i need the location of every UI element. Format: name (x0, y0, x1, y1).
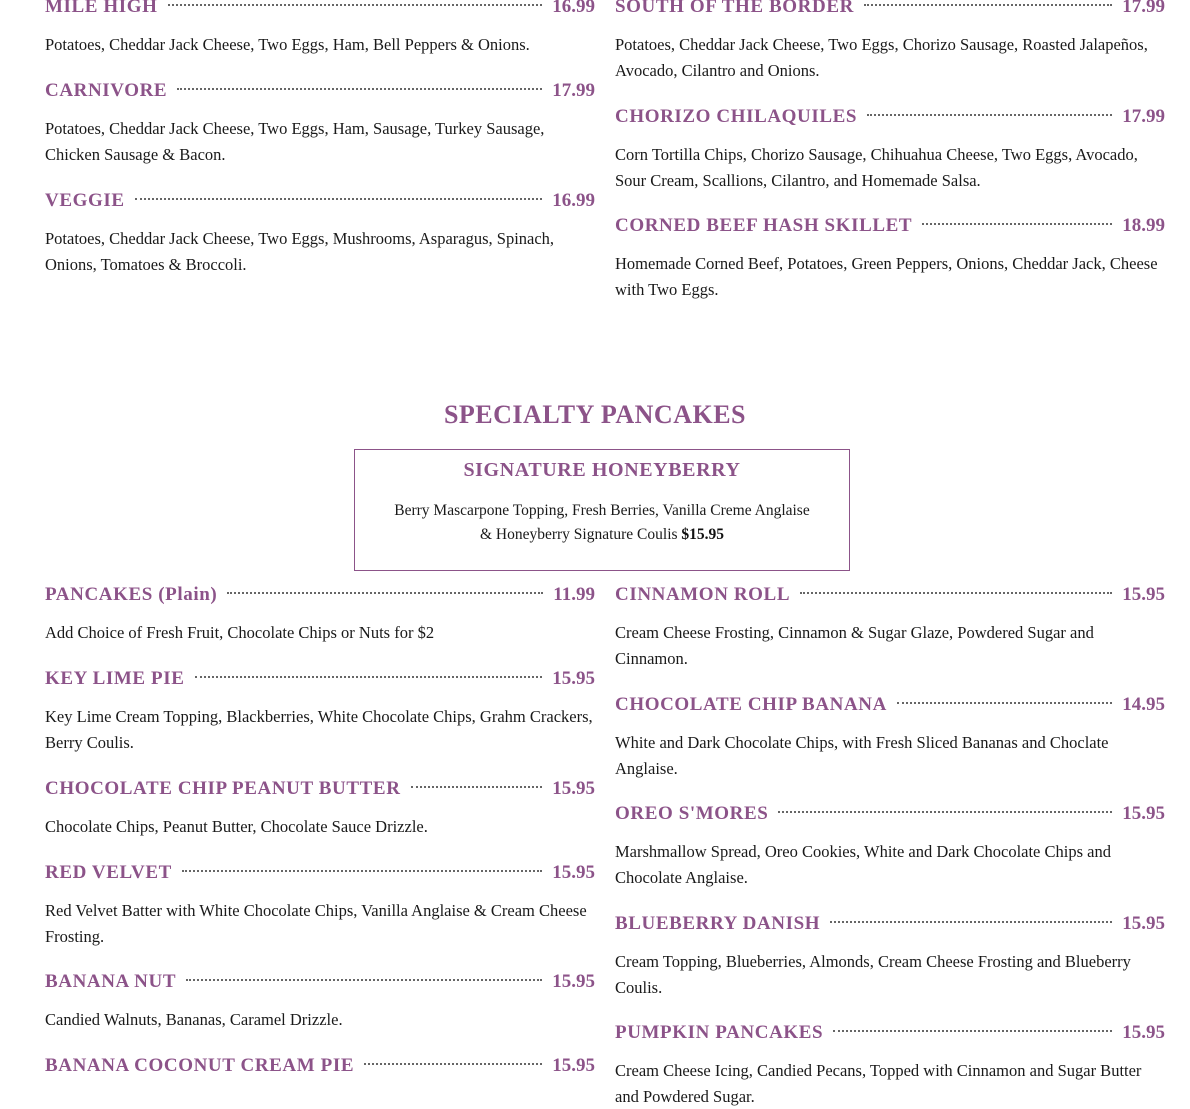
item-name: PANCAKES (Plain) (45, 584, 218, 605)
item-description: Cream Topping, Blueberries, Almonds, Cream Cheese Frosting and Blueberry Coulis. (615, 952, 1131, 997)
item-name: CHOCOLATE CHIP BANANA (615, 694, 887, 715)
item-description: Candied Walnuts, Bananas, Caramel Drizzle. (45, 1010, 343, 1029)
item-description: Homemade Corned Beef, Potatoes, Green Peppers, Onions, Cheddar Jack, Cheese with Two Eggs. (615, 254, 1158, 299)
signature-box (354, 449, 850, 571)
item-price: 15.95 (552, 862, 595, 883)
item-price: 15.95 (1122, 913, 1165, 934)
leader-dots (833, 1030, 1112, 1032)
item-description: Add Choice of Fresh Fruit, Chocolate Chips or Nuts for $2 (45, 623, 435, 642)
item-price: 17.99 (1122, 106, 1165, 127)
menu-item (615, 584, 1165, 671)
leader-dots (411, 786, 543, 788)
leader-dots (364, 1063, 542, 1065)
item-name: BLUEBERRY DANISH (615, 913, 821, 934)
leader-dots (830, 921, 1112, 923)
leader-dots (195, 676, 543, 678)
leader-dots (227, 592, 543, 594)
item-name: CARNIVORE (45, 80, 168, 101)
item-description: Marshmallow Spread, Oreo Cookies, White and Dark Chocolate Chips and Chocolate Anglaise. (615, 842, 1111, 887)
leader-dots (168, 4, 543, 6)
item-description: Chocolate Chips, Peanut Butter, Chocolate Sauce Drizzle. (45, 817, 428, 836)
item-name: BANANA NUT (45, 971, 177, 992)
leader-dots (867, 114, 1112, 116)
item-name: CHORIZO CHILAQUILES (615, 106, 858, 127)
item-description: Key Lime Cream Topping, Blackberries, White Chocolate Chips, Grahm Crackers, Berry Coulis. (45, 707, 593, 752)
item-name: BANANA COCONUT CREAM PIE (45, 1055, 355, 1076)
menu-item (615, 106, 1165, 193)
item-price: 14.95 (1122, 694, 1165, 715)
item-name: CORNED BEEF HASH SKILLET (615, 215, 913, 236)
menu-item (615, 0, 1165, 83)
item-price: 15.95 (1122, 1022, 1165, 1043)
item-name: RED VELVET (45, 862, 172, 883)
leader-dots (922, 223, 1112, 225)
menu-item (45, 1055, 595, 1081)
item-name: CHOCOLATE CHIP PEANUT BUTTER (45, 778, 401, 799)
leader-dots (800, 592, 1112, 594)
menu-item (45, 80, 595, 167)
menu-item (45, 862, 595, 949)
signature-name: SIGNATURE HONEYBERRY (463, 459, 741, 481)
menu-item (615, 913, 1165, 1000)
item-description: Corn Tortilla Chips, Chorizo Sausage, Chihuahua Cheese, Two Eggs, Avocado, Sour Cream, Scallions, Cilantro, and Homemade Salsa. (615, 145, 1138, 190)
menu-item (615, 215, 1165, 302)
item-price: 11.99 (553, 584, 595, 605)
item-name: SOUTH OF THE BORDER (615, 0, 854, 17)
menu-item (45, 0, 595, 58)
item-price: 17.99 (552, 80, 595, 101)
menu-item (45, 190, 595, 277)
item-price: 15.95 (1122, 803, 1165, 824)
item-price: 15.95 (552, 1055, 595, 1076)
item-description: Potatoes, Cheddar Jack Cheese, Two Eggs, Mushrooms, Asparagus, Spinach, Onions, Tomatoes & Broccoli. (45, 229, 555, 274)
item-description: White and Dark Chocolate Chips, with Fresh Sliced Bananas and Choclate Anglaise. (615, 733, 1109, 778)
leader-dots (186, 979, 542, 981)
signature-description (392, 499, 812, 547)
leader-dots (182, 870, 542, 872)
leader-dots (864, 4, 1112, 6)
item-name: VEGGIE (45, 190, 125, 211)
menu-item (615, 694, 1165, 781)
leader-dots (897, 702, 1112, 704)
item-description: Potatoes, Cheddar Jack Cheese, Two Eggs, Chorizo Sausage, Roasted Jalapeños, Avocado, Cilantro and Onions. (615, 35, 1148, 80)
item-price: 15.95 (552, 668, 595, 689)
menu-item (45, 584, 595, 646)
item-name: CINNAMON ROLL (615, 584, 791, 605)
item-description: Potatoes, Cheddar Jack Cheese, Two Eggs, Ham, Sausage, Turkey Sausage, Chicken Sausage & Bacon. (45, 119, 545, 164)
item-price: 16.99 (552, 0, 595, 17)
leader-dots (135, 198, 543, 200)
item-name: KEY LIME PIE (45, 668, 185, 689)
item-price: 16.99 (552, 190, 595, 211)
item-description: Cream Cheese Frosting, Cinnamon & Sugar Glaze, Powdered Sugar and Cinnamon. (615, 623, 1094, 668)
menu-item (45, 778, 595, 840)
leader-dots (778, 811, 1112, 813)
item-name: OREO S'MORES (615, 803, 769, 824)
leader-dots (177, 88, 542, 90)
menu-item (45, 971, 595, 1033)
section-title: SPECIALTY PANCAKES (443, 400, 747, 429)
signature-price: $15.95 (681, 526, 725, 543)
item-price: 17.99 (1122, 0, 1165, 17)
item-description: Cream Cheese Icing, Candied Pecans, Topped with Cinnamon and Sugar Butter and Powdered Sugar. (615, 1061, 1142, 1106)
item-price: 15.95 (1122, 584, 1165, 605)
item-price: 15.95 (552, 971, 595, 992)
signature-desc-text: Berry Mascarpone Topping, Fresh Berries, Vanilla Creme Anglaise & Honeyberry Signature Coulis (394, 502, 810, 543)
item-description: Red Velvet Batter with White Chocolate Chips, Vanilla Anglaise & Cream Cheese Frosting. (45, 901, 587, 946)
item-description: Potatoes, Cheddar Jack Cheese, Two Eggs, Ham, Bell Peppers & Onions. (45, 35, 530, 54)
menu-item (45, 668, 595, 755)
item-name: PUMPKIN PANCAKES (615, 1022, 824, 1043)
item-price: 18.99 (1122, 215, 1165, 236)
item-name: MILE HIGH (45, 0, 158, 17)
menu-item (615, 803, 1165, 890)
item-price: 15.95 (552, 778, 595, 799)
